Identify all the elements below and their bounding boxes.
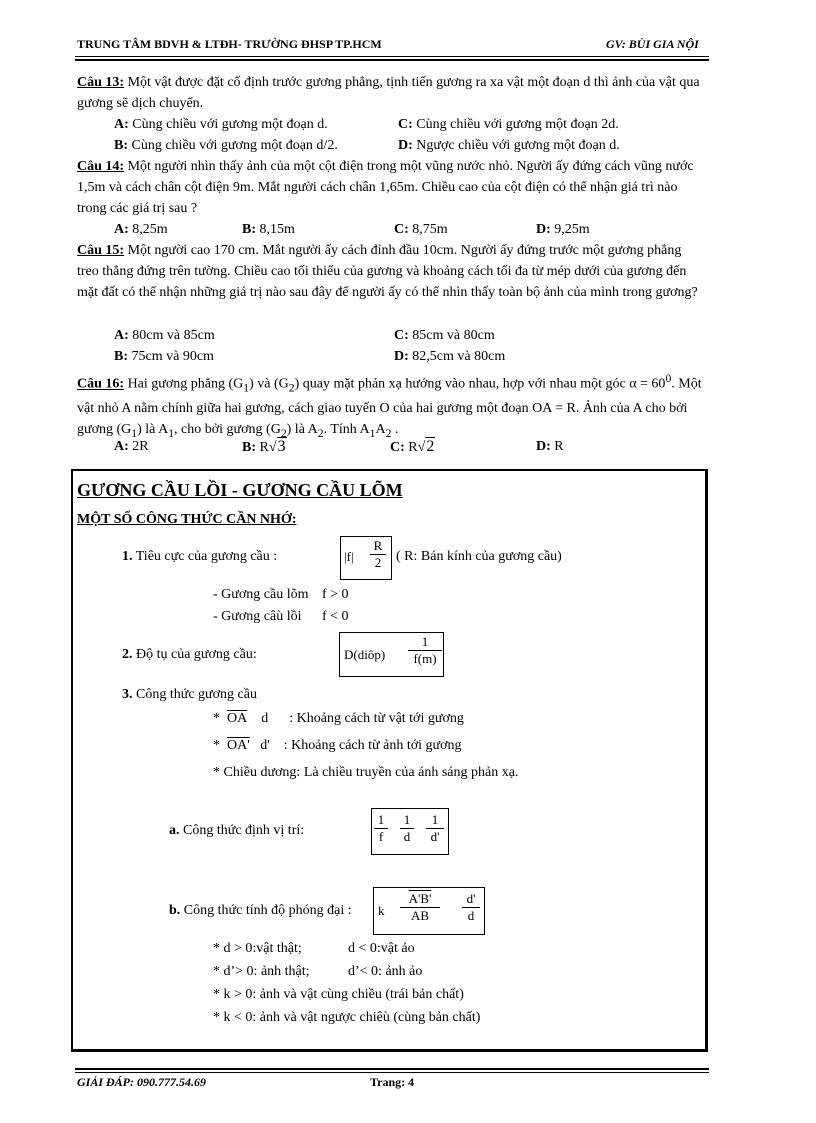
question-14: Câu 14: Một người nhìn thấy ảnh của một cột điện trong một vũng nước nhỏ. Người ấy đứng cách vũng nước 1,5m và cách chân cột điện 9m. Mắt người cách chân 1,65m. Chiều cao của cột điện có thể nhận giá trì nào trong các giá trị sau ?: [77, 159, 694, 216]
formula-2-lhs: D(diôp): [344, 647, 386, 662]
formula-b-label: b. Công thức tính độ phóng đại :: [169, 903, 352, 918]
formula-a-frac-3: $\frac{1}{d'}$: [426, 812, 444, 845]
q15-option-c: C: 85cm và 80cm: [394, 328, 495, 343]
concave-value: f > 0: [322, 587, 349, 602]
q14-option-c: C: 8,75m: [394, 222, 448, 237]
formula-b-frac-2: $\frac{d'}{d}$: [462, 891, 480, 924]
formula-2-label: 2. Độ tụ của gương cầu:: [122, 647, 257, 662]
convex-label: - Gương câù lồi: [213, 609, 302, 624]
section-title: GƯƠNG CẦU LỒI - GƯƠNG CẦU LÕM: [77, 480, 403, 500]
formula-2-fraction: $\frac{1}{f(m)}$: [408, 634, 442, 667]
q14-option-d: D: 9,25m: [536, 222, 590, 237]
q14-option-a: A: 8,25m: [114, 222, 168, 237]
footer-rule-thin: [75, 1072, 709, 1073]
question-16: Câu 16: Hai gương phẳng $(G_1)$ và $(G_2)$ quay mặt phản xạ hướng vào nhau, hợp với nhau một góc $\alpha = 60^0$. Một vật nhỏ A nằm chính giữa hai gương, cách giao tuyến O của hai gương một đoạn OA = R. Ảnh của A cho bởi gương $(G_1)$ là $A_1$, cho bởi gương $(G_2)$ là $A_2$. Tính $A_1A_2$ .: [77, 372, 702, 441]
formula-b-k: k: [378, 903, 385, 918]
note-3: * k > 0: ảnh và vật cùng chiều (trái bản chất): [213, 987, 464, 1002]
q13-option-b: B: Cùng chiều với gương một đoạn d/2.: [114, 138, 338, 153]
q15-option-d: D: 82,5cm và 80cm: [394, 349, 506, 364]
formula-1-lhs: |f|: [344, 549, 354, 564]
section-subtitle: MỘT SỐ CÔNG THỨC CẦN NHỚ:: [77, 512, 297, 527]
note-2b: d’< 0: ảnh ảo: [348, 964, 423, 979]
note-2a: * d’> 0: ảnh thật;: [213, 964, 310, 979]
q16-option-a: A: 2R: [114, 439, 149, 454]
formula-a-frac-1: $\frac{1}{f}$: [374, 812, 388, 845]
formula-a-label: a. Công thức định vị trí:: [169, 823, 305, 838]
concave-label: - Gương cầu lõm: [213, 587, 309, 602]
formula-3-line-3: * Chiều dương: Là chiều truyền của ánh sáng phản xạ.: [213, 765, 519, 780]
q16-option-b: B: R√3: [242, 436, 287, 458]
sqrt-symbol: √2: [417, 438, 435, 455]
footer-rule-thick: [75, 1068, 709, 1070]
formula-1-label: 1. Tiêu cực của gương cầu :: [122, 549, 278, 564]
formula-b-frac-1: $\frac{A'B'}{AB}$: [400, 891, 440, 924]
footer-contact: GIẢI ĐÁP: 090.777.54.69: [77, 1075, 207, 1089]
q13-option-a: A: Cùng chiều với gương một đoạn d.: [114, 117, 328, 132]
header-right: GV: BÙI GIA NỘI: [606, 37, 699, 51]
formula-1-fraction: $\frac{R}{2}$: [370, 538, 386, 571]
formula-1-note: ( R: Bán kính của gương cầu): [396, 549, 562, 564]
page-number: Trang: 4: [370, 1075, 415, 1089]
formula-a-frac-2: $\frac{1}{d}$: [400, 812, 414, 845]
header-rule-thick: [75, 59, 709, 61]
note-1b: d < 0:vật ảo: [348, 941, 415, 956]
question-15: Câu 15: Một người cao 170 cm. Mắt người ấy cách đỉnh đầu 10cm. Người ấy đứng trước một gương phẳng treo thẳng đứng trên tường. Chiều cao tối thiểu của gương và khoảng cách tối đa từ mép dưới của gương đến mặt đất có thể nhận những giá trị nào sau đây để người ấy có thể nhìn thấy toàn bộ ảnh của mình trong gương?: [77, 243, 698, 300]
question-13: Câu 13: Một vật được đặt cố định trước gương phẳng, tịnh tiến gương ra xa vật một đoạn d thì ảnh của vật qua gương sẽ dịch chuyển.: [77, 75, 700, 111]
q16-option-d: D: R: [536, 439, 564, 454]
formula-3-line-2: * OA' d' : Khoảng cách từ ảnh tới gương: [213, 738, 462, 753]
q13-option-d: D: Ngược chiều với gương một đoạn d.: [398, 138, 620, 153]
convex-value: f < 0: [322, 609, 349, 624]
q15-option-b: B: 75cm và 90cm: [114, 349, 214, 364]
header-left: TRUNG TÂM BDVH & LTĐH- TRƯỜNG ĐHSP TP.HCM: [77, 37, 382, 51]
note-1a: * d > 0:vật thật;: [213, 941, 302, 956]
sqrt-symbol: √3: [268, 438, 286, 455]
header-rule-thin: [75, 56, 709, 57]
q14-option-b: B: 8,15m: [242, 222, 295, 237]
formula-3-label: 3. Công thức gương cầu: [122, 687, 257, 702]
formula-3-line-1: * $\overline{OA}$ d : Khoảng cách từ vật tới gương: [213, 711, 464, 726]
q15-option-a: A: 80cm và 85cm: [114, 328, 215, 343]
q16-option-c: C: R√2: [390, 436, 435, 458]
note-4: * k < 0: ảnh và vật ngược chiêù (cùng bản chất): [213, 1010, 481, 1025]
q13-option-c: C: Cùng chiều với gương một đoạn 2d.: [398, 117, 619, 132]
